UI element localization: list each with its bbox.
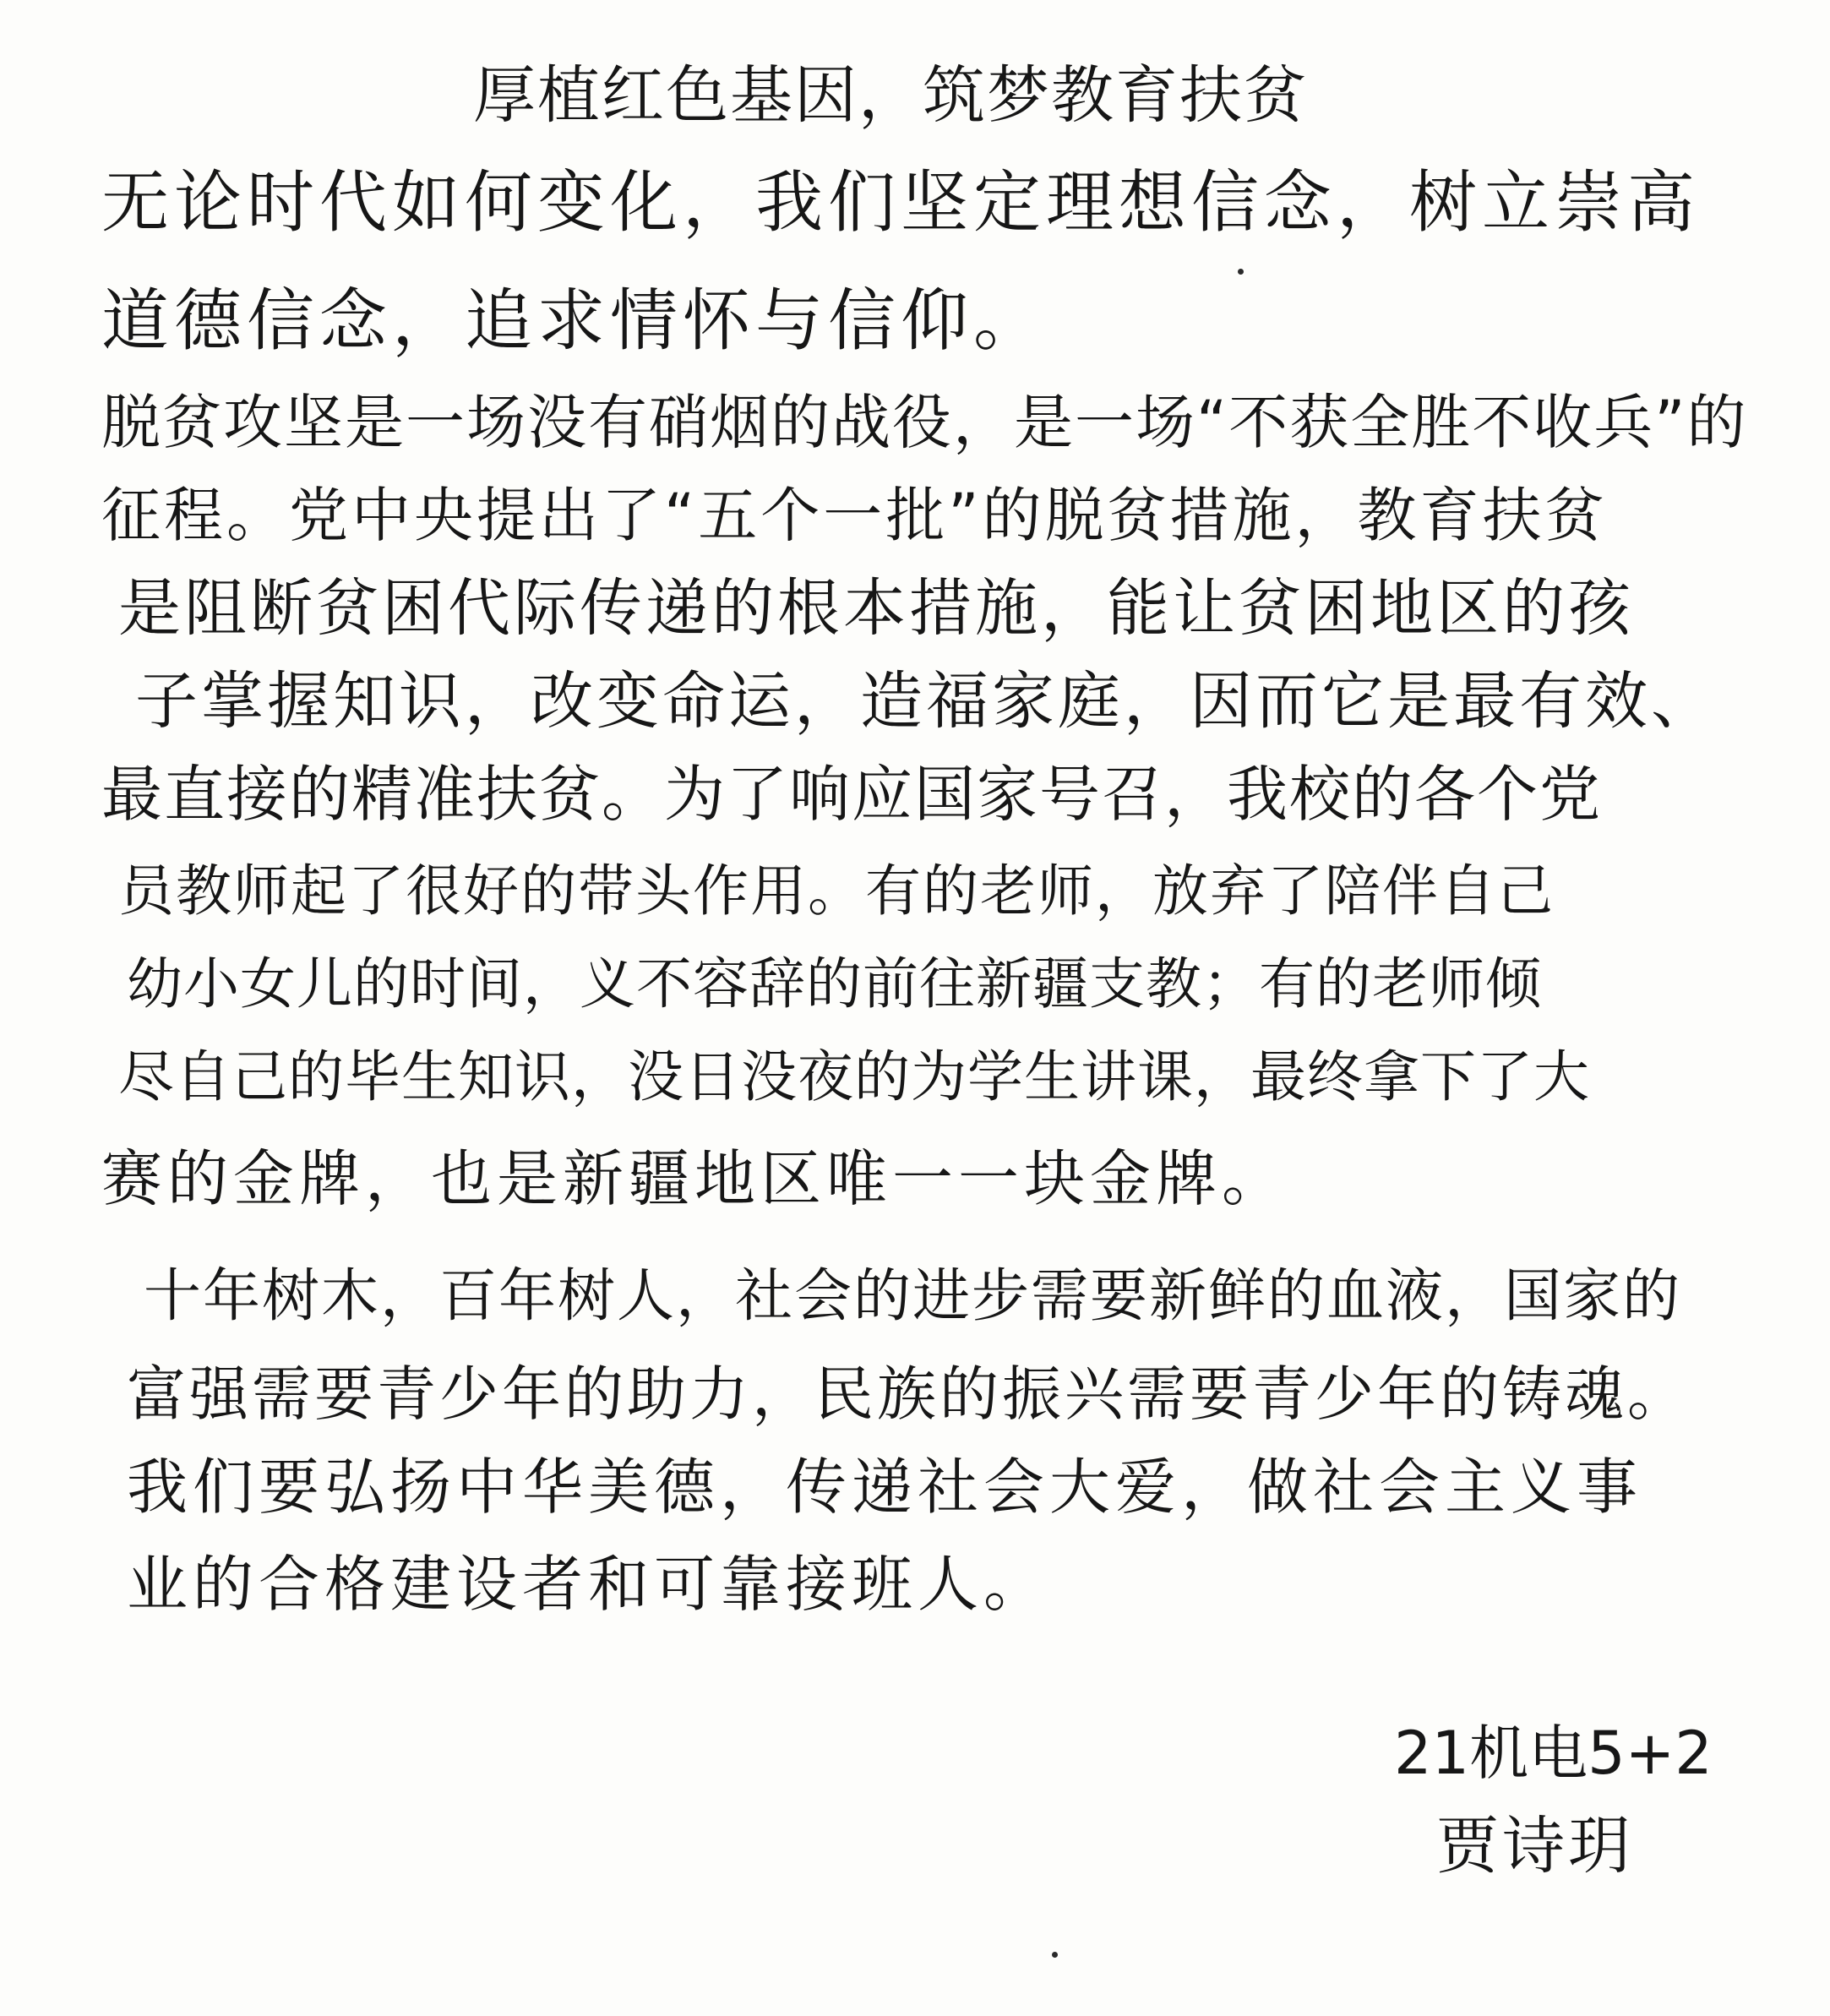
essay-title: 厚植红色基因，筑梦教育扶贫 — [473, 59, 1308, 132]
essay-line: 是阻断贫困代际传递的根本措施，能让贫困地区的孩 — [118, 572, 1634, 645]
essay-line: 员教师起了很好的带头作用。有的老师，放弃了陪伴自己 — [118, 858, 1555, 924]
essay-line: 尽自己的毕生知识，没日没夜的为学生讲课，最终拿下了大 — [118, 1044, 1590, 1109]
essay-line: 征程。党中央提出了“五个一批”的脱贫措施，教育扶贫 — [101, 481, 1608, 550]
essay-line: 道德信念，追求情怀与信仰。 — [101, 281, 1046, 360]
essay-line: 富强需要青少年的助力，民族的振兴需要青少年的铸魂。 — [127, 1359, 1690, 1429]
ink-speck — [1052, 1952, 1058, 1958]
essay-line: 我们要弘扬中华美德，传递社会大爱，做社会主义事 — [127, 1452, 1643, 1523]
essay-line: 子掌握知识，改变命运，造福家庭，因而它是最有效、 — [135, 665, 1717, 738]
essay-line: 无论时代如何变化，我们坚定理想信念，树立崇高 — [101, 163, 1700, 242]
essay-line: 脱贫攻坚是一场没有硝烟的战役，是一场“不获全胜不收兵”的 — [101, 388, 1748, 457]
essay-line: 十年树木，百年树人，社会的进步需要新鲜的血液，国家的 — [144, 1263, 1682, 1330]
signature-class: 21机电5+2 — [1394, 1719, 1713, 1788]
signature-name: 贾诗玥 — [1436, 1810, 1634, 1883]
essay-line: 赛的金牌，也是新疆地区唯一一块金牌。 — [101, 1143, 1288, 1214]
essay-line: 业的合格建设者和可靠接班人。 — [127, 1549, 1050, 1620]
essay-line: 幼小女儿的时间，义不容辞的前往新疆支教；有的老师倾 — [127, 951, 1542, 1016]
essay-line: 最直接的精准扶贫。为了响应国家号召，我校的各个党 — [101, 759, 1603, 830]
ink-speck — [1238, 269, 1244, 275]
